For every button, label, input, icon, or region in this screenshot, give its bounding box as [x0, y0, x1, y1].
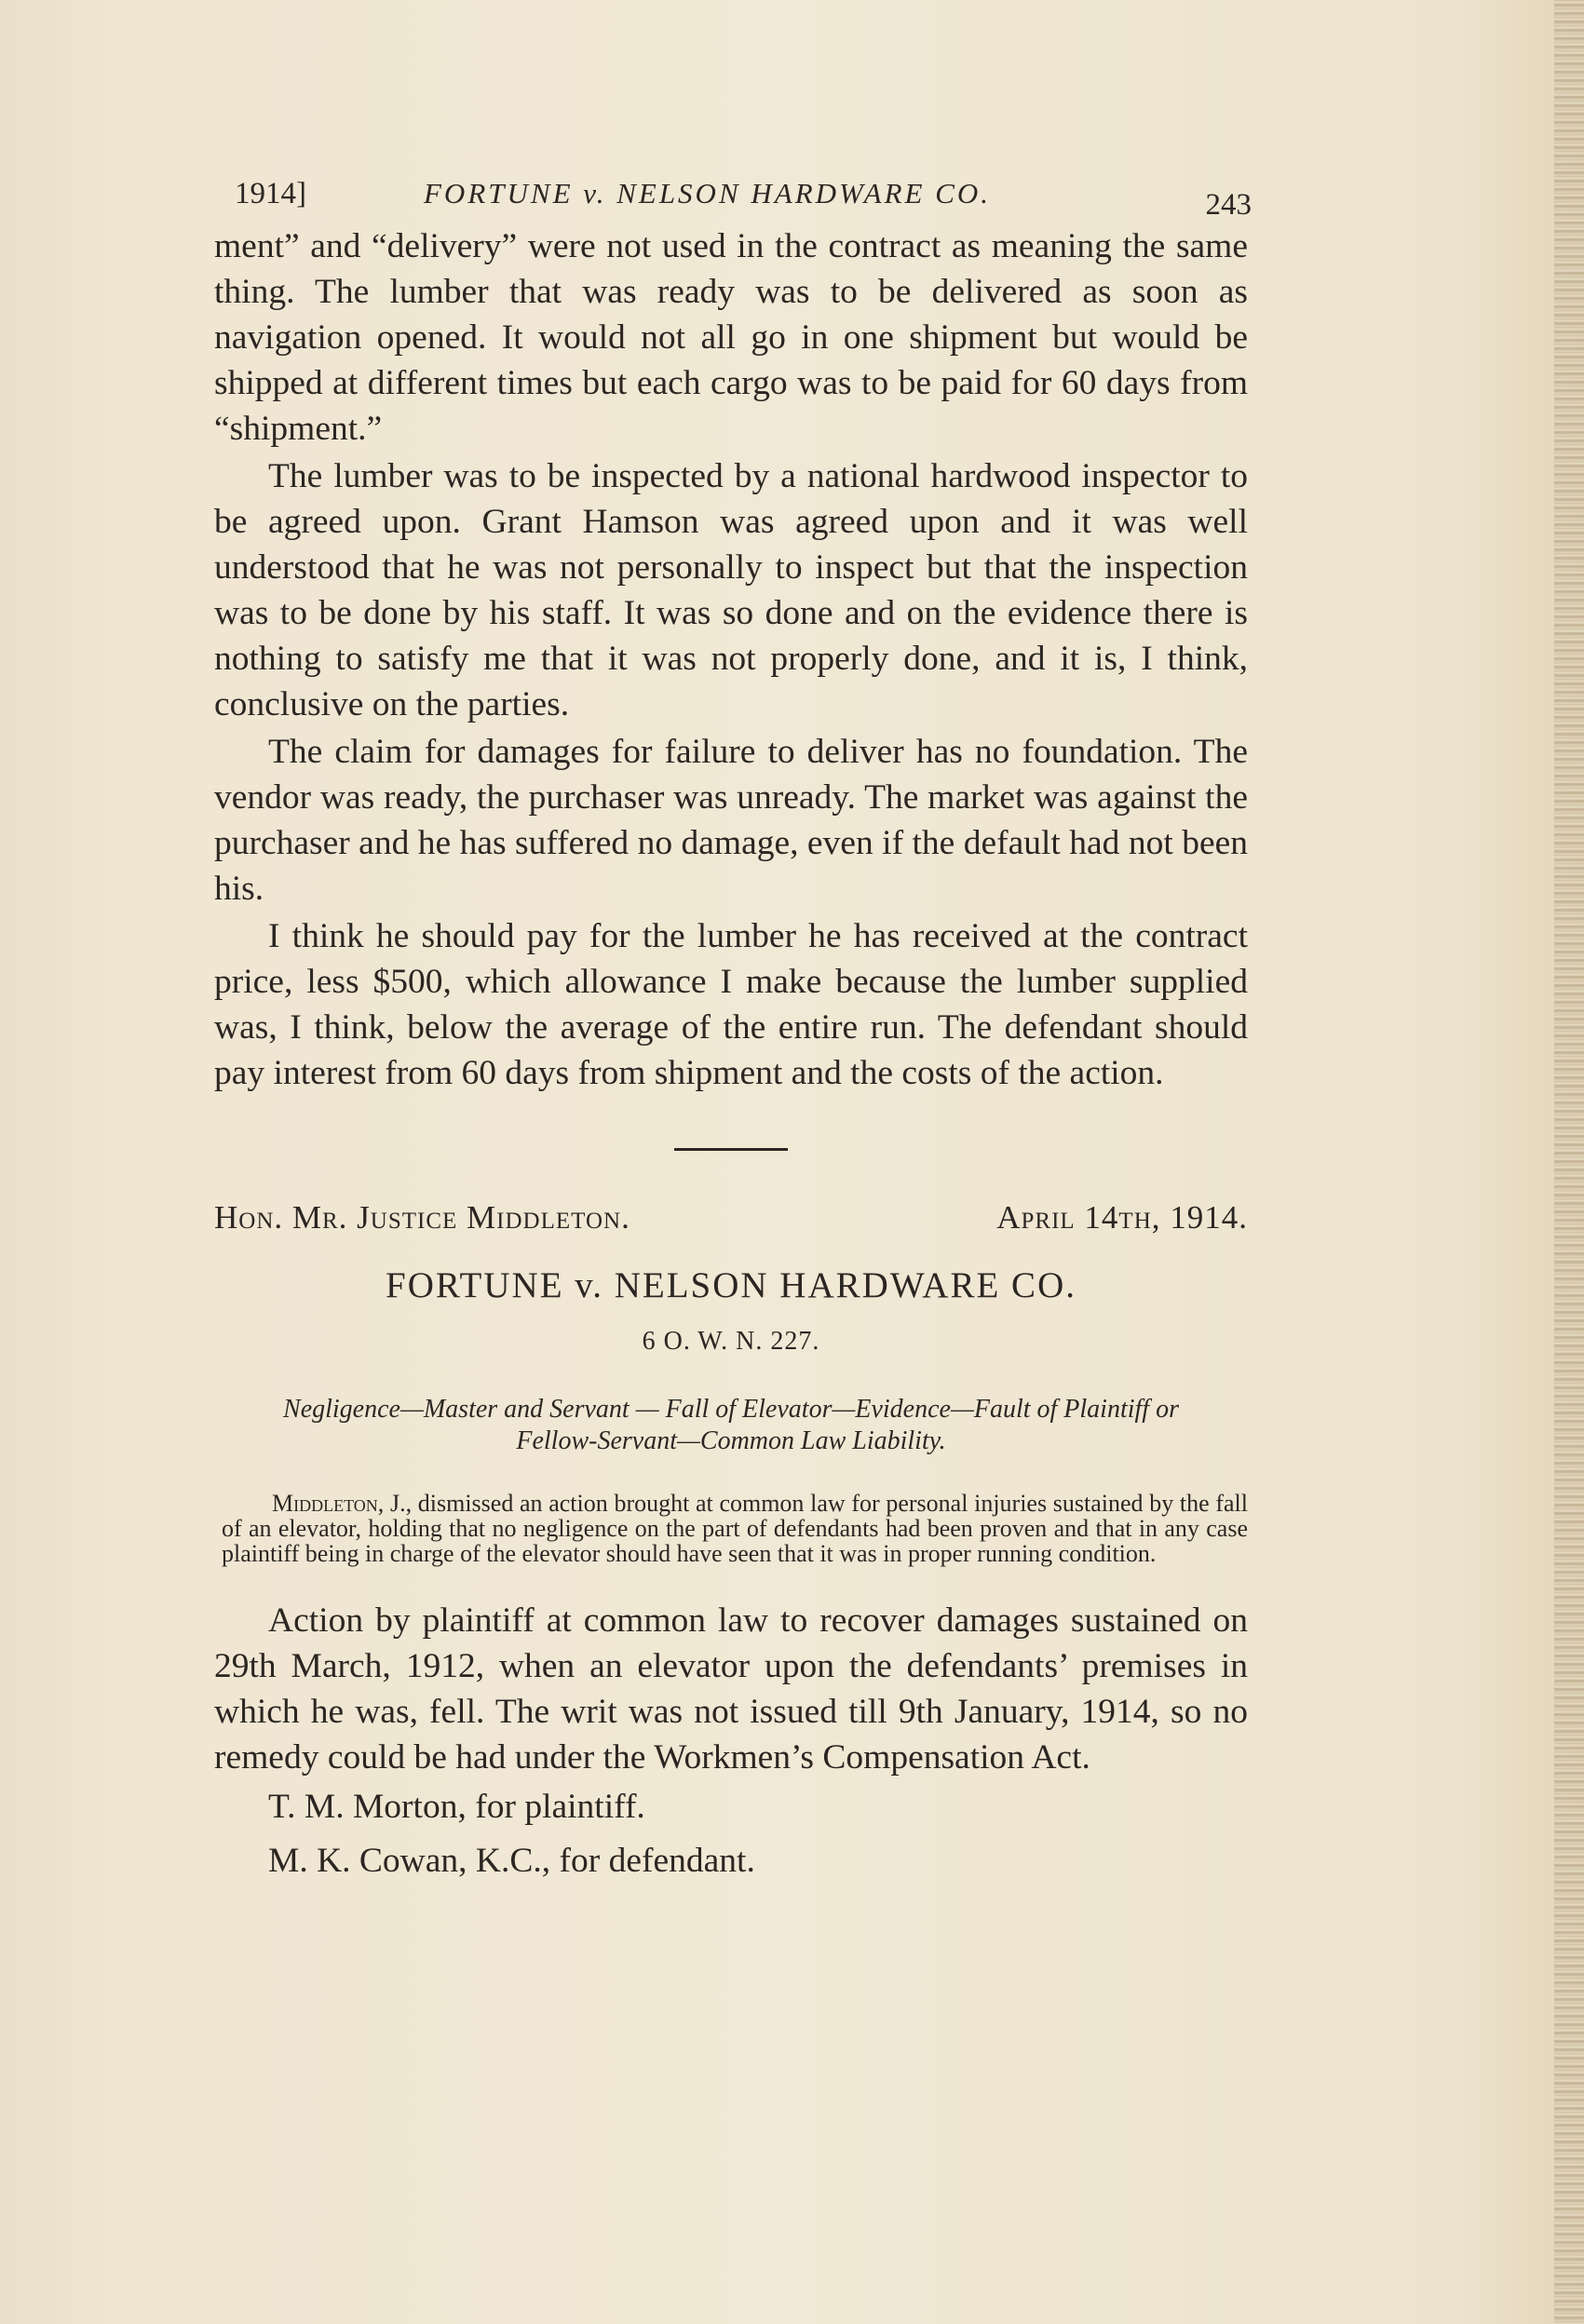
headnote-judge: Middleton, J.,: [272, 1490, 413, 1517]
case-title: FORTUNE v. NELSON HARDWARE CO.: [386, 1265, 1076, 1305]
paragraph-3: The claim for damages for failure to deliver has no foundation. The vendor was ready, the purchaser was unready. The market was against the purchaser and he has suffered no damage, even if the default had not been his.: [214, 733, 1248, 908]
case-date: April 14th, 1914.: [996, 1199, 1248, 1236]
page-number: 243: [1205, 188, 1252, 222]
paragraph-2: The lumber was to be inspected by a national hardwood inspector to be agreed upon. Grant Hamson was agreed upon and it was well understood that he was not personally to inspect but that the inspection was to be done by his staff. It was so done and on the evidence there is nothing to satisfy me that it was not properly done, and it is, I think, conclusive on the parties.: [214, 457, 1248, 723]
running-head-year: 1914]: [235, 177, 306, 210]
paragraph-1: ment” and “delivery” were not used in the contract as meaning the same thing. The lumber that was ready was to be delivered as soon as navigation opened. It would not all go in one shipment but would be shipped at different times but each cargo was to be paid for 60 days from “shipment.”: [214, 227, 1248, 448]
headnote: [214, 1491, 1248, 1566]
judgment-continuation: [214, 223, 1248, 1096]
page-content: [214, 158, 1252, 1888]
section-divider: [674, 1148, 788, 1151]
case-keywords: Negligence—Master and Servant — Fall of Elevator—Evidence—Fault of Plaintiff or Fellow-Servant—Common Law Liability.: [283, 1395, 1179, 1455]
paragraph-4: I think he should pay for the lumber he has received at the contract price, less $500, which allowance I make because the lumber supplied was, I think, below the average of the entire run. The defendant should pay interest from 60 days from shipment and the costs of the action.: [214, 917, 1248, 1092]
headnote-text: dismissed an action brought at common law for personal injuries sustained by the fall of an elevator, holding that no negligence on the part of defendants had been proven and that in any case plaintiff being in charge of the elevator should have seen that it was in proper running condition.: [222, 1490, 1248, 1567]
page-edge: [1554, 0, 1584, 2324]
action-section: [214, 1598, 1248, 1780]
counsel-defendant: M. K. Cowan, K.C., for defendant.: [268, 1842, 755, 1880]
counsel-list: [214, 1780, 1248, 1888]
counsel-plaintiff: T. M. Morton, for plaintiff.: [268, 1788, 645, 1826]
action-paragraph: Action by plaintiff at common law to recover damages sustained on 29th March, 1912, when an elevator upon the defendants’ premises in which he was, fell. The writ was not issued till 9th January, 1914, so no remedy could be had under the Workmen’s Compensation Act.: [214, 1601, 1248, 1777]
case-citation: 6 O. W. N. 227.: [642, 1327, 820, 1356]
running-head: [214, 158, 1252, 223]
judge-name: Hon. Mr. Justice Middleton.: [214, 1199, 630, 1236]
case-header: [214, 1199, 1248, 1257]
running-head-title: FORTUNE v. NELSON HARDWARE CO.: [424, 177, 992, 209]
